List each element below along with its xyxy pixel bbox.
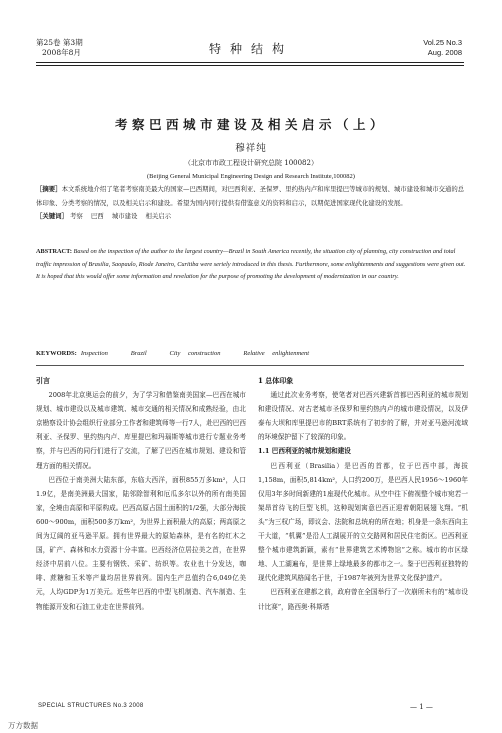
abstract-en bbox=[36, 246, 466, 284]
abstract-en-label: ABSTRACT: bbox=[36, 248, 72, 255]
footer-journal-issue: SPECIAL STRUCTURES No.3 2008 bbox=[38, 703, 144, 709]
header-volume-en: Vol.25 No.3 bbox=[423, 38, 462, 47]
abstract-cn-text: 本文系统地介绍了笔者考察南美最大的国家—巴西期间，对巴西利亚、圣保罗、里约热内卢和库里提巴等城市的规划、城市建设和城市交通的总体印象、分类考察的情况，以及相关启示和建设。希望为国内同行提供有借鉴意义的资料和启示，以期促进国家现代化建设的发展。 bbox=[36, 185, 465, 207]
watermark: 万方数据 bbox=[8, 721, 38, 730]
article-title: 考察巴西城市建设及相关启示（上） bbox=[114, 117, 387, 132]
header-date-en: Aug. 2008 bbox=[427, 48, 462, 57]
header-date-cn: 2008年8月 bbox=[42, 48, 81, 57]
abstract-en-text: Based on the inspection of the author to the largest country—Brazil in South America recently, the situation city of planning, city construction and total traffic impression of Brasilia, Saopaulo, Riode Janeiro, Curitiba were seriely introduced in this thesis. Furthermore, some enlightenments and suggestions were given out. It is hoped that this would offer some information and revelation for the purpose of promoting the development of modernization in our country. bbox=[36, 248, 466, 281]
column-right bbox=[258, 374, 468, 614]
section-heading-intro: 引言 bbox=[36, 376, 50, 385]
header-rule-thin bbox=[36, 65, 464, 66]
section-heading-1: 1 总体印象 bbox=[258, 376, 294, 385]
header-volume-cn: 第25卷 第3期 bbox=[36, 38, 83, 47]
section1-paragraph-1: 通过此次业务考察，使笔者对巴西兴建新首都巴西利亚的城市规划和建设情况、对古老城市圣保罗和里约热内卢的城市建设情况，以及伊泰布大坝和库里提巴市的BRT系统有了初步的了解，并对亚马逊河流域的环境保护留下了较深的印象。 bbox=[258, 391, 468, 442]
subsection-heading-1-1: 1.1 巴西利亚的城市规划和建设 bbox=[258, 447, 351, 456]
abstract-cn-label: ［摘要］ bbox=[36, 185, 62, 193]
keywords-cn-terms: 考察 巴西 城市建设 相关启示 bbox=[70, 212, 172, 221]
keywords-en-terms: Inspection Brazil City construction Relative enlightenment bbox=[80, 350, 310, 357]
intro-paragraph-1: 2008年北京奥运会的前夕，为了学习和借鉴南美国家—巴西在城市规划、城市建设以及城市建筑、城市交通的相关情况和成熟经验，由北京勘察设计协会组织行业部分工作者和建筑师等一行7人，赴巴西的巴西利亚、圣保罗、里约热内卢、库里提巴和玛瑙斯等城市进行专题业务考察，并与巴西的同行们进行了交流，了解了巴西在城市规划、建设和管理方面的相关情况。 bbox=[36, 391, 246, 470]
keywords-cn-label: ［关键词］ bbox=[36, 212, 68, 221]
article-author: 穆祥纯 bbox=[235, 143, 267, 154]
header-issue-info-en bbox=[423, 38, 462, 58]
header-rule bbox=[36, 62, 464, 63]
keywords-en bbox=[36, 350, 309, 357]
intro-paragraph-2: 巴西位于南美洲大陆东部，东临大西洋，面积855万多km²，人口1.9亿，是南美洲最大国家，陆邻除智利和厄瓜多尔以外的所有南美国家，全境由高原和平原构成。巴西高原占国土面积的1/2强，大部分海拔600～900m，面积500多万km²，为世界上面积最大的高原；两高原之间为辽阔的亚马逊平原。拥有世界最大的原始森林，是有名的红木之国，矿产、森林和水力资源十分丰富。巴西经济位居拉美之首，在世界经济中居前八位。主要有钢铁、采矿、纺织等。农业也十分发达，咖啡、蔗糖和玉米等产量均居世界前列。国内生产总值约合6,049亿美元，人均GDP为1万美元。近些年巴西的中型飞机制造、汽车制造、生物能源开发和石油工业走在世界前列。 bbox=[36, 475, 246, 611]
journal-name: 特种结构 bbox=[208, 42, 293, 56]
affiliation-en: (Beijing General Municipal Engineering Design and Research Institute,100082) bbox=[147, 173, 355, 180]
subsection-paragraph-1: 巴西利亚（Brasilia）是巴西的首都，位于巴西中部，海拔1,158m，面积5,814km²，人口约200万，是巴西人民1956～1960年仅用3年多时间新建的1座现代化城市。从空中往下俯视整个城市宛若一架昂首待飞的巨型飞机，这种现划寓意巴西正迎着朝阳展翅飞翔。“机头”为三权广场，即议会、法院和总统府的所在地；机身是一条东西向主干大道，“机翼”是沿人工湖展开的立交路网和居民住宅街区。巴西利亚整个城市建筑新颖，素有“世界建筑艺术博物馆”之称。城市的市区绿地、人工湖遍布，是世界上绿地最多的都市之一。鉴于巴西利亚独特的现代化建筑风格闻名于世，于1987年被列为世界文化保护遗产。 bbox=[258, 461, 468, 583]
column-left bbox=[36, 374, 246, 614]
subsection-paragraph-2: 巴西利亚在建都之前，政府曾在全国举行了一次崩所未有的“城市设计比赛”，路西奥·科斯塔 bbox=[258, 588, 468, 611]
abstract-cn bbox=[36, 183, 466, 224]
abstract-separator bbox=[36, 365, 464, 366]
affiliation-cn: （北京市市政工程设计研究总院 100082） bbox=[184, 159, 318, 167]
page-number: — 1 — bbox=[410, 703, 433, 711]
keywords-en-label: KEYWORDS: bbox=[36, 350, 77, 357]
